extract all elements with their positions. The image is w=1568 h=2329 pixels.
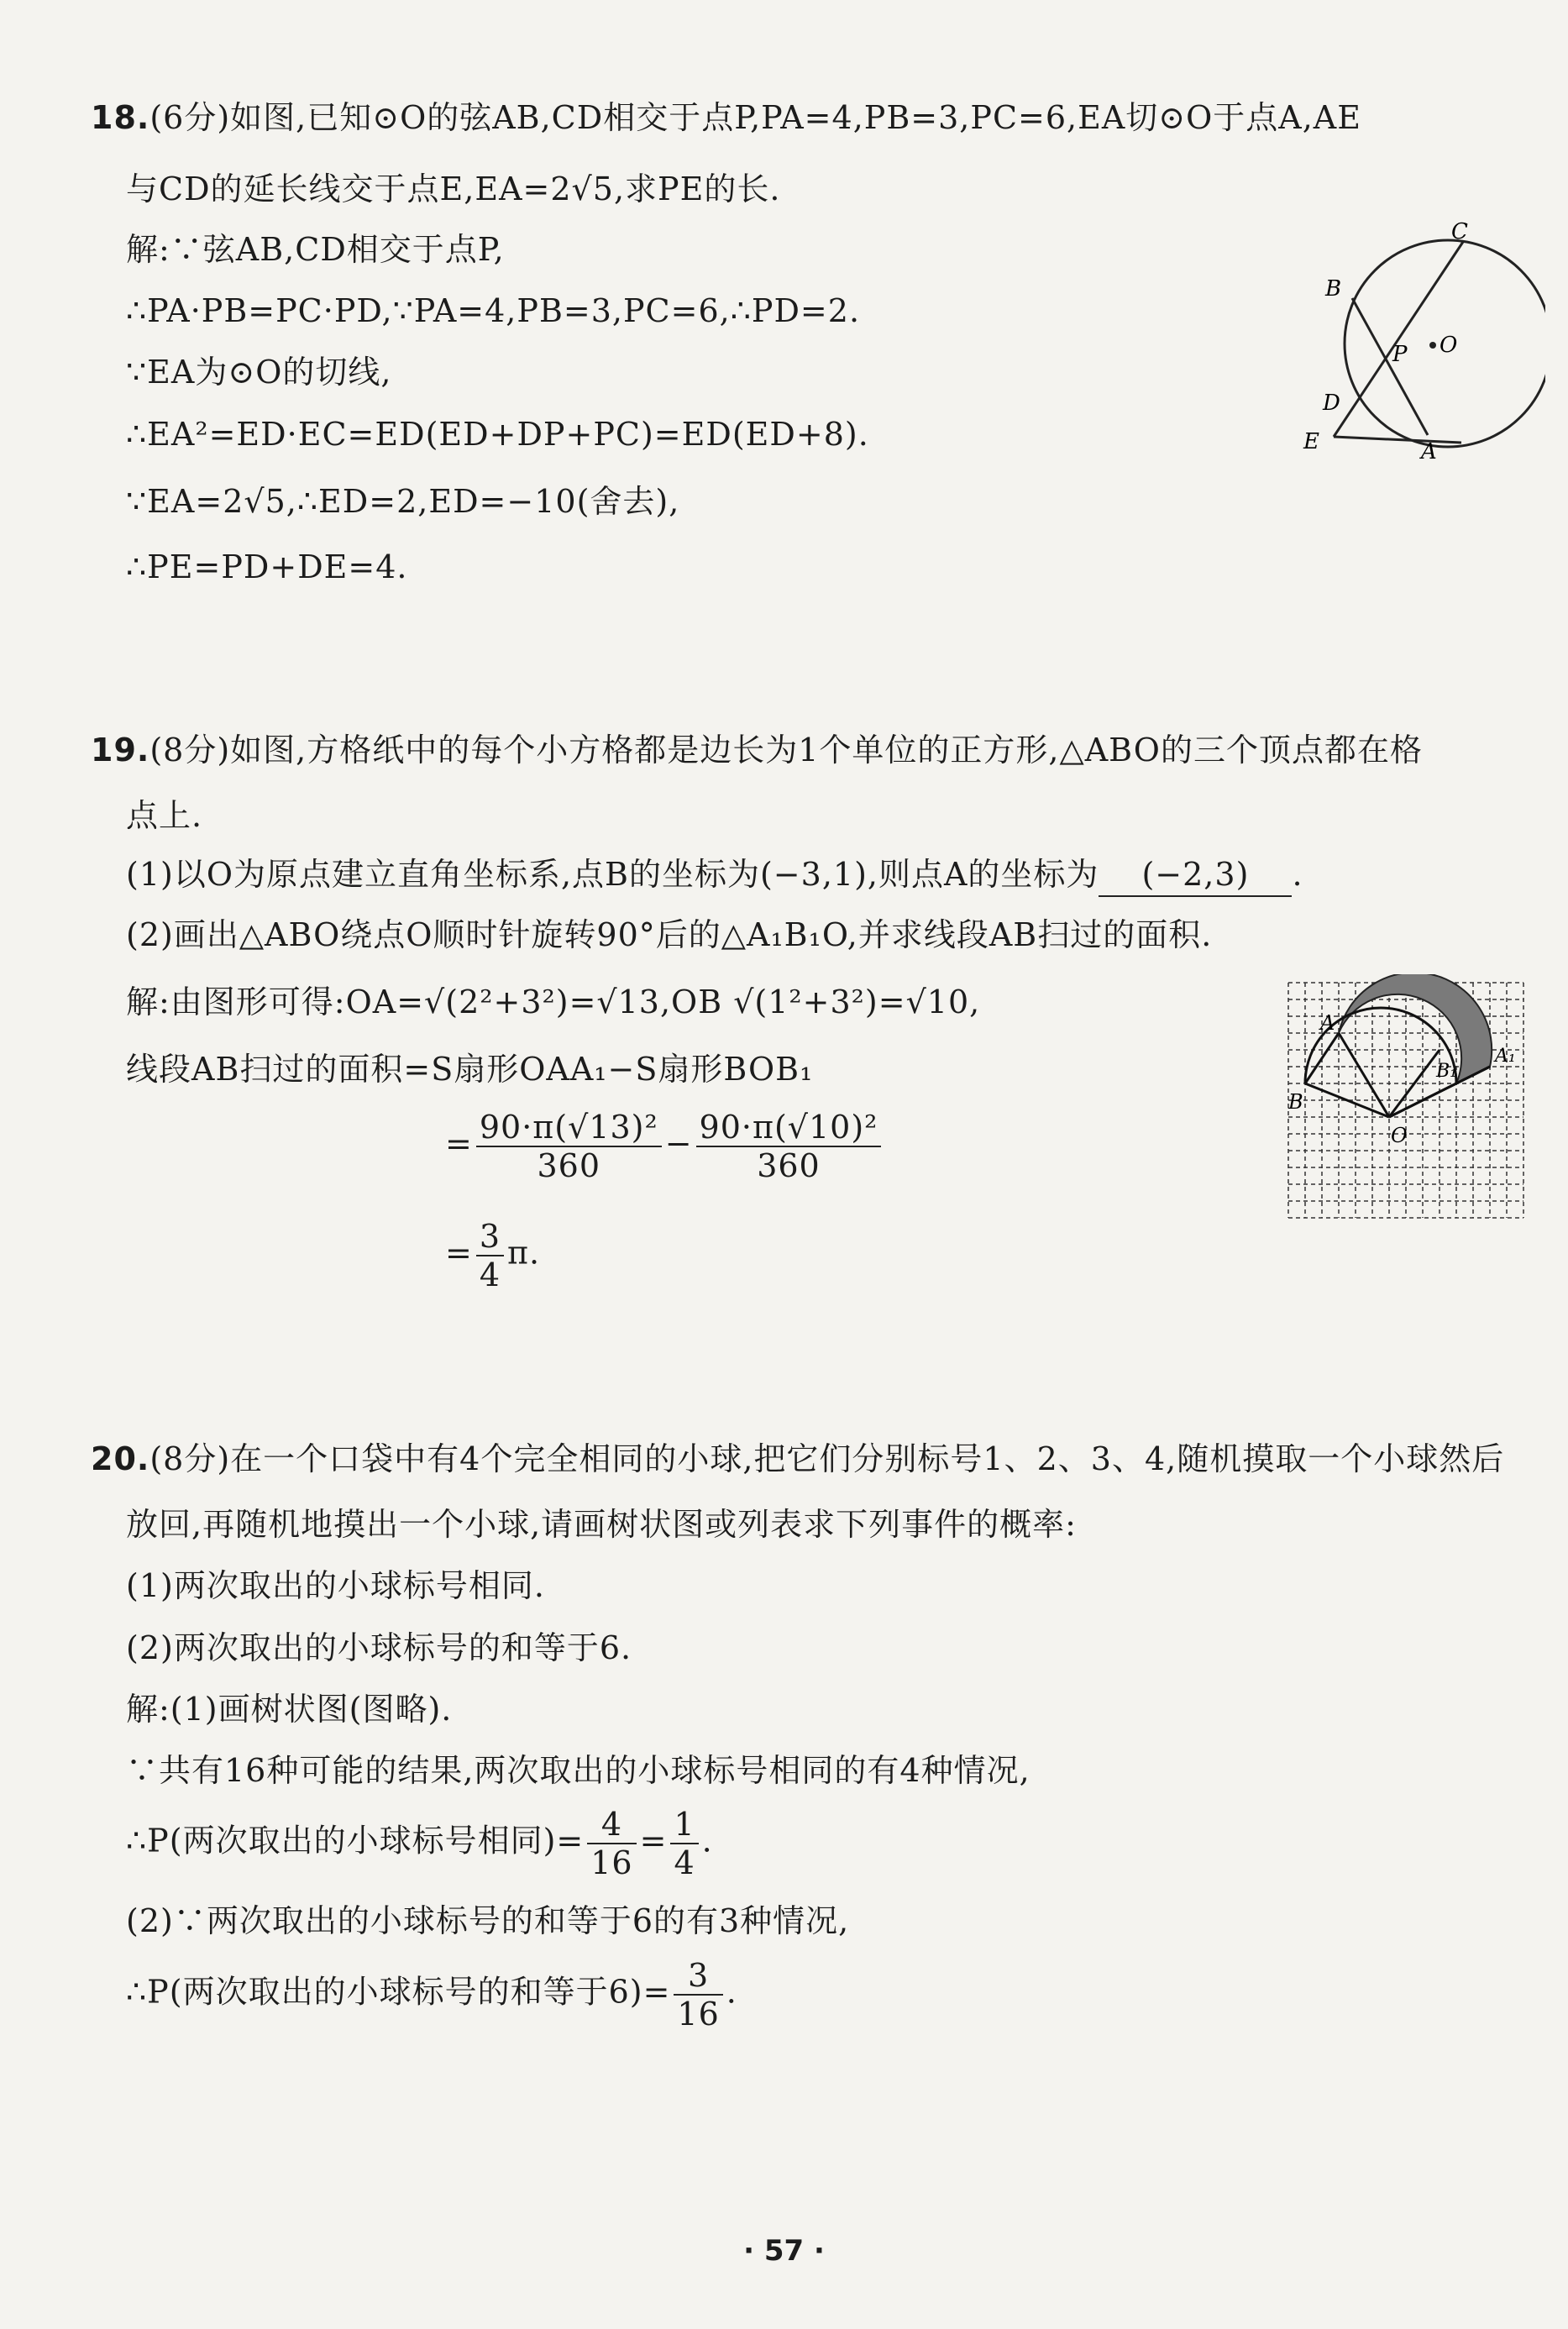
q19-stem-line2: 点上. [126,797,203,834]
q19-solution-line1: 解:由图形可得:OA=√(2²+3²)=√13,OB √(1²+3²)=√10, [126,984,981,1020]
q20-solution-line2: ∵共有16种可能的结果,两次取出的小球标号相同的有4种情况, [126,1752,1030,1789]
q20-sol5-end: . [726,1973,737,2011]
q18-stem1-text: (6分)如图,已知⊙O的弦AB,CD相交于点P,PA=4,PB=3,PC=6,EA切⊙O于点A,AE [149,99,1361,136]
q19-fraction2 [696,1109,882,1184]
q18-stem-line1 [91,97,1361,139]
label-c: C [1451,220,1468,244]
grid-label-b: B [1288,1090,1303,1114]
q20-frac-b-num: 1 [670,1806,698,1844]
label-o: O [1440,333,1458,358]
q19-solution-line4 [445,1218,540,1293]
q20-stem-line1 [91,1438,1504,1480]
q18-solution-line5: ∵EA=2√5,∴ED=2,ED=−10(舍去), [126,483,680,520]
q19-part1-end: . [1292,856,1303,893]
q20-number: 20. [91,1440,150,1477]
page-number: · 57 · [743,2234,825,2268]
q19-frac1-den: 360 [537,1147,601,1184]
grid-label-b1: B₁ [1436,1061,1457,1082]
q19-part2: (2)画出△ABO绕点O顺时针旋转90°后的△A₁B₁O,并求线段AB扫过的面积. [126,916,1213,953]
q20-sol3-prefix: ∴P(两次取出的小球标号相同)= [126,1822,585,1860]
chord-ab [1352,298,1428,435]
q18-solution-line2: ∴PA·PB=PC·PD,∵PA=4,PB=3,PC=6,∴PD=2. [126,292,861,329]
label-b: B [1325,276,1342,302]
q20-solution-line1: 解:(1)画树状图(图略). [126,1691,453,1728]
label-a: A [1421,439,1437,464]
swept-region [1339,974,1492,1083]
q18-solution-line4: ∴EA²=ED·EC=ED(ED+DP+PC)=ED(ED+8). [126,416,869,453]
q19-number: 19. [91,732,150,768]
q19-solution-line2: 线段AB扫过的面积=S扇形OAA₁−S扇形BOB₁ [126,1051,814,1088]
q19-part1-text: (1)以O为原点建立直角坐标系,点B的坐标为(−3,1),则点A的坐标为 [126,856,1099,893]
q18-stem-line2: 与CD的延长线交于点E,EA=2√5,求PE的长. [126,170,781,207]
label-p: P [1392,342,1408,367]
q19-grid-figure [1280,974,1532,1226]
q18-solution-line6: ∴PE=PD+DE=4. [126,548,408,585]
grid-label-a1: A₁ [1495,1046,1516,1067]
q20-frac-c [674,1957,722,2033]
label-d: D [1323,391,1340,416]
q20-frac-b-den: 4 [674,1844,695,1881]
q20-frac-b [670,1806,698,1881]
q19-stem1-text: (8分)如图,方格纸中的每个小方格都是边长为1个单位的正方形,△ABO的三个顶点都在格 [149,732,1423,768]
q19-part1-answer: (−2,3) [1099,853,1292,897]
q19-part1 [126,853,1303,897]
q20-stem1-text: (8分)在一个口袋中有4个完全相同的小球,把它们分别标号1、2、3、4,随机摸取一个小球然后 [149,1440,1505,1477]
q18-number: 18. [91,99,150,136]
q20-frac-a [587,1806,636,1881]
q19-frac3-num: 3 [476,1218,504,1256]
q20-frac-c-num: 3 [674,1957,722,1996]
q20-frac-c-den: 16 [677,1996,720,2033]
q19-frac3-den: 4 [479,1256,501,1293]
q20-sol3-eq: = [639,1822,668,1860]
q18-solution-line3: ∵EA为⊙O的切线, [126,354,392,391]
q18-circle-figure [1293,220,1545,472]
q20-frac-a-den: 16 [590,1844,633,1881]
q20-solution-line4: (2)∵两次取出的小球标号的和等于6的有3种情况, [126,1902,850,1939]
q19-solution-line3 [445,1109,884,1184]
q19-frac2-num: 90·π(√10)² [696,1109,882,1147]
center-point [1429,342,1436,349]
q20-sol3-end: . [701,1822,713,1860]
q19-fraction3 [476,1218,504,1293]
q19-minus: − [664,1125,693,1162]
q20-solution-line3 [126,1806,713,1881]
grid-label-o: O [1391,1124,1408,1147]
q19-eq-sign1: = [445,1125,473,1162]
q19-frac1-num: 90·π(√13)² [476,1109,662,1147]
q20-part1: (1)两次取出的小球标号相同. [126,1567,545,1604]
q19-fraction1 [476,1109,662,1184]
label-e: E [1303,429,1319,454]
q20-frac-a-num: 4 [587,1806,636,1844]
q19-frac2-den: 360 [757,1147,821,1184]
q20-solution-line5 [126,1957,737,2033]
q19-eq-sign2: = [445,1234,473,1272]
q20-stem-line2: 放回,再随机地摸出一个小球,请画树状图或列表求下列事件的概率: [126,1506,1077,1543]
tangent-ea [1334,437,1461,443]
q19-pi-tail: π. [507,1234,541,1272]
q19-stem-line1 [91,729,1423,771]
grid-label-a: A [1320,1011,1335,1035]
q18-solution-line1: 解:∵弦AB,CD相交于点P, [126,231,505,268]
q20-sol5-prefix: ∴P(两次取出的小球标号的和等于6)= [126,1973,671,2011]
q20-part2: (2)两次取出的小球标号的和等于6. [126,1629,632,1666]
